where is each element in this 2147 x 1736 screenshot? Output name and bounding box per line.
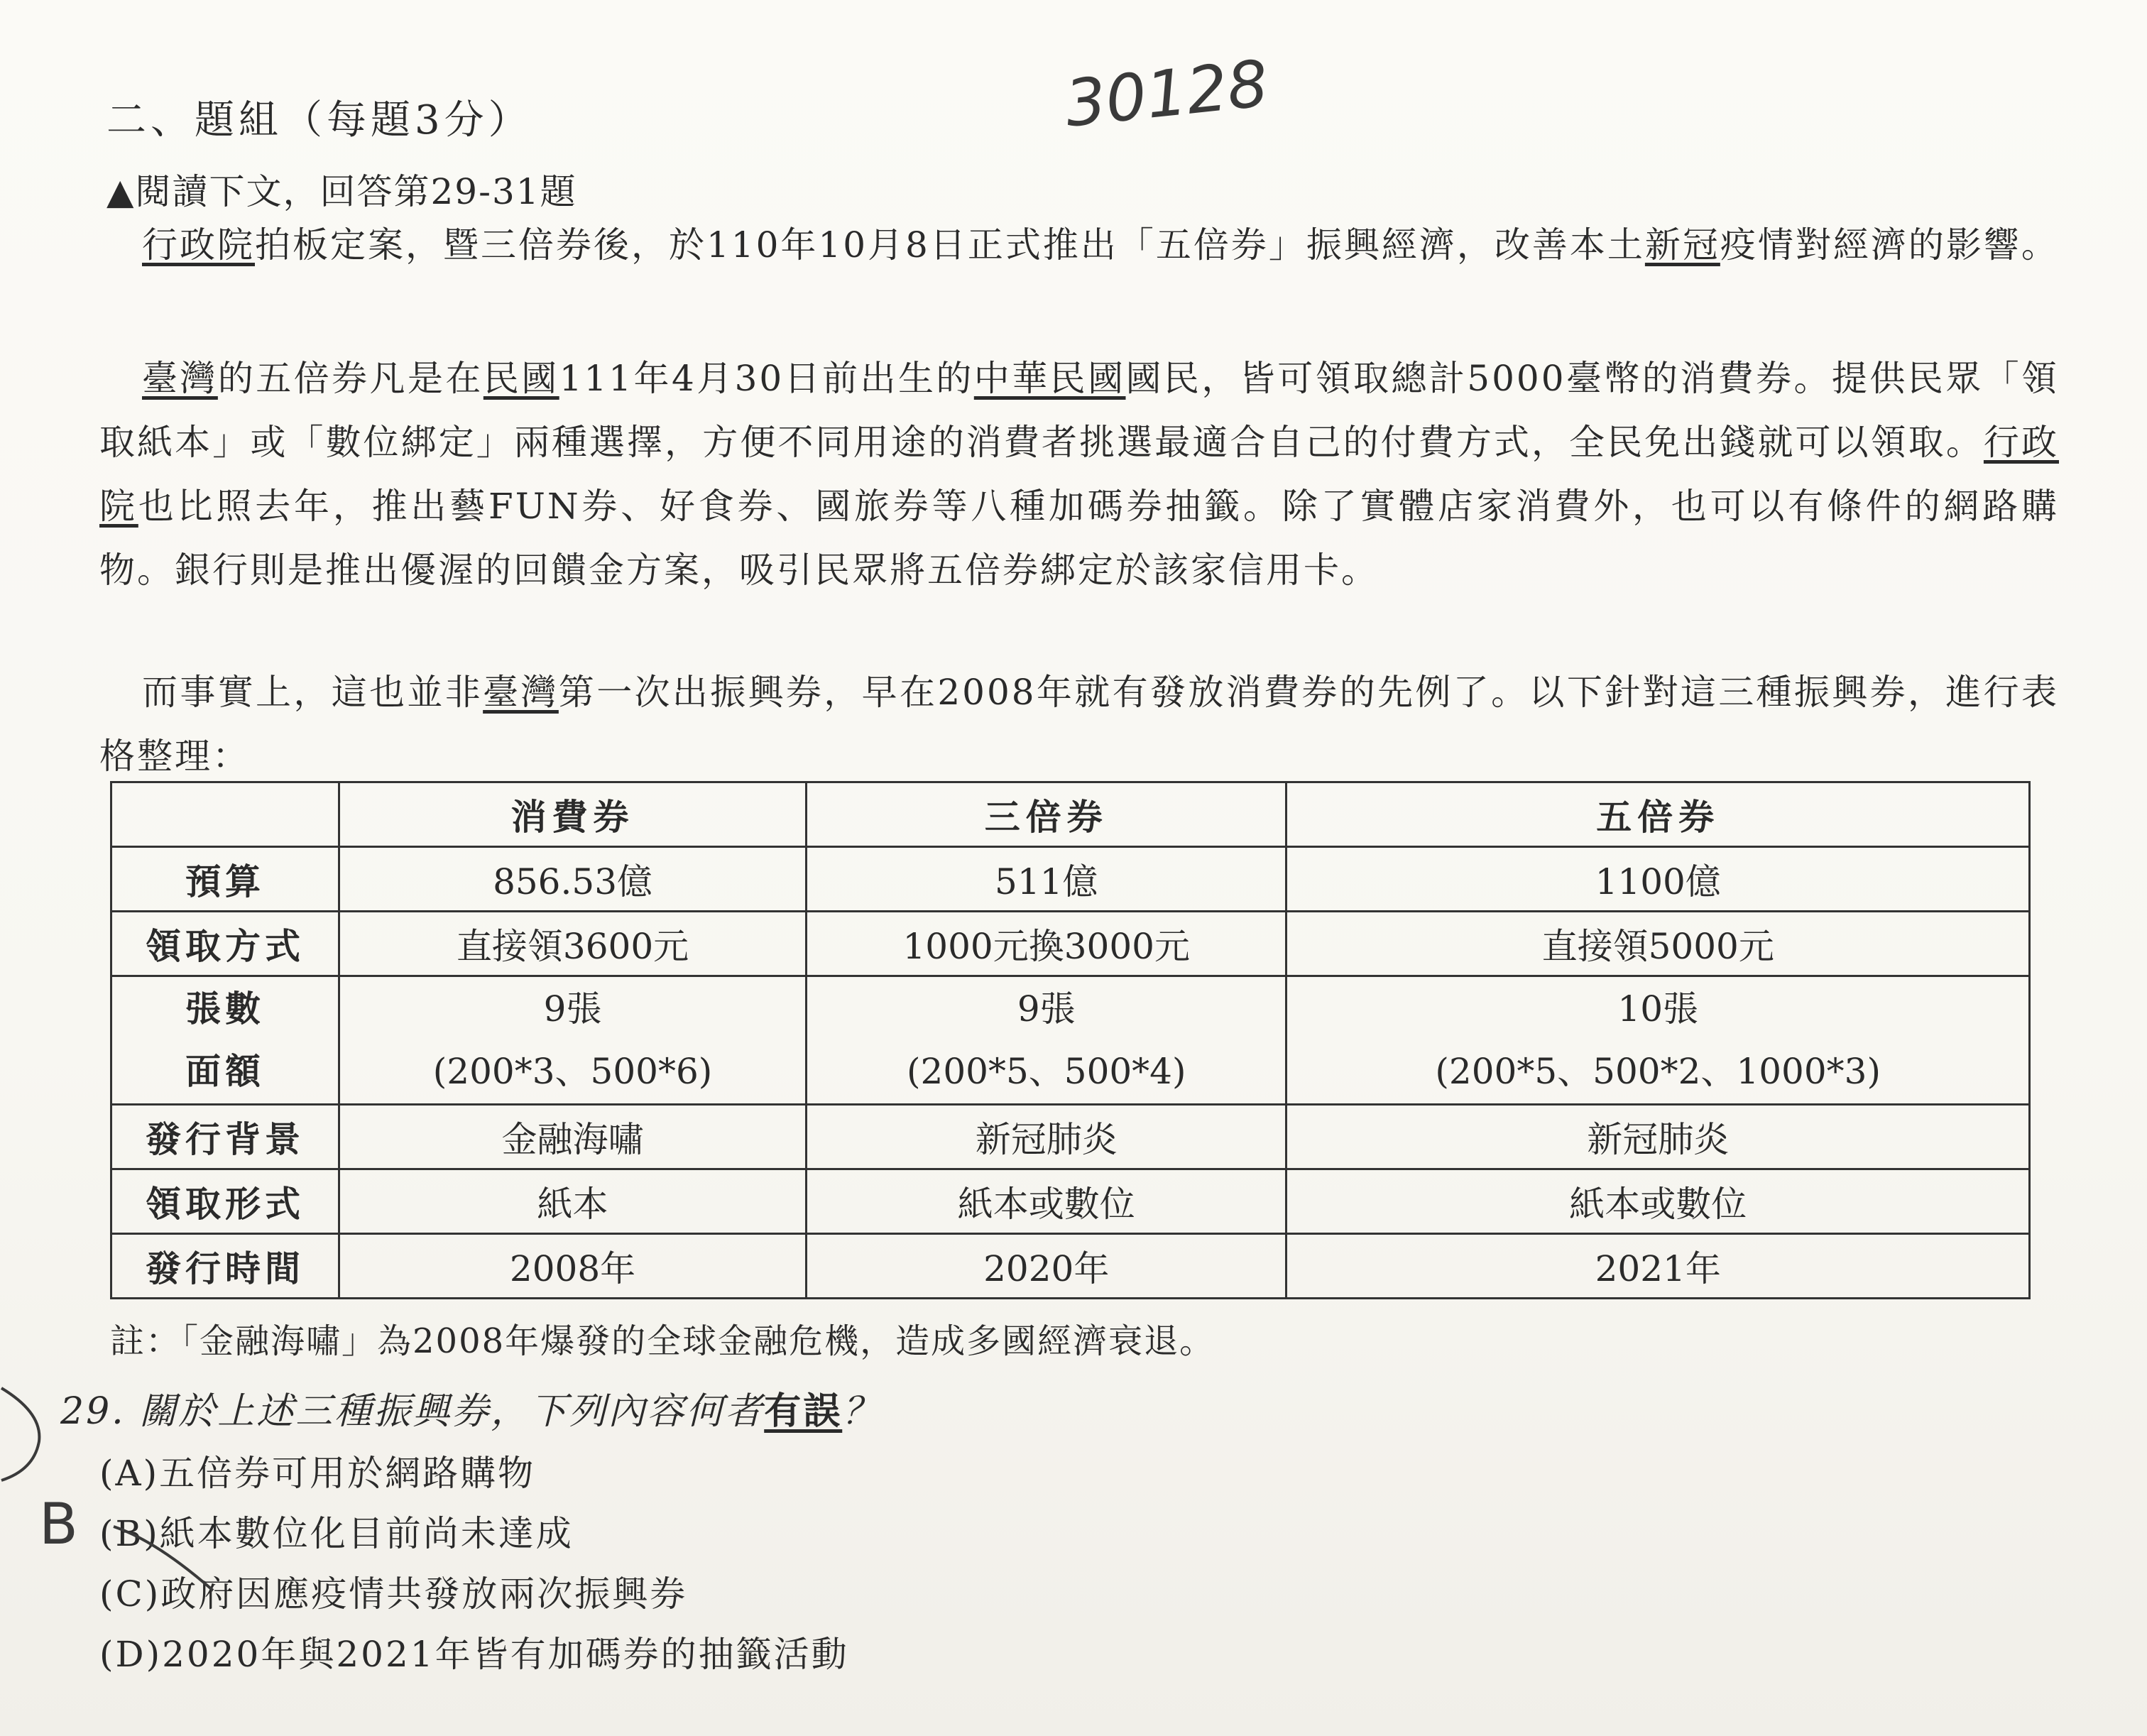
table-cell: 新冠肺炎 (1286, 1105, 2030, 1169)
table-cell: 2008年 (339, 1234, 807, 1299)
table-cell: 紙本 (339, 1169, 807, 1234)
question-text: 29. 關於上述三種振興券，下列內容何者 (60, 1390, 765, 1433)
table-cell: 直接領5000元 (1286, 912, 2030, 976)
row-label-method: 領取方式 (111, 912, 339, 976)
passage-text: 111年4月30日前出生的 (559, 358, 974, 399)
row-label-count: 張數 (185, 988, 265, 1030)
passage-paragraph-3 (99, 660, 2059, 788)
column-header-triple-voucher: 三倍券 (807, 782, 1286, 847)
row-label-background: 發行背景 (111, 1105, 339, 1169)
passage-paragraph-2 (99, 346, 2059, 602)
table-cell: 2020年 (807, 1234, 1286, 1299)
row-label-issue-time: 發行時間 (111, 1234, 339, 1299)
row-label-count-denomination (111, 976, 339, 1105)
voucher-comparison-table (110, 781, 2031, 1299)
handwritten-answer-mark: B (39, 1491, 78, 1557)
option-c: (C)政府因應疫情共發放兩次振興券 (99, 1573, 688, 1615)
table-cell: 直接領3600元 (339, 912, 807, 976)
cell-line: (200*3、500*6) (432, 1051, 713, 1092)
option-b: (B)紙本數位化目前尚未達成 (99, 1513, 574, 1554)
cell-line: (200*5、500*4) (907, 1051, 1186, 1092)
underlined-term: 中華民國 (973, 358, 1126, 399)
cell-line: 9張 (1017, 988, 1076, 1030)
table-cell: 紙本或數位 (807, 1169, 1286, 1234)
table-cell: 新冠肺炎 (807, 1105, 1286, 1169)
question-text: ？ (842, 1390, 882, 1433)
table-cell: 紙本或數位 (1286, 1169, 2030, 1234)
underlined-term: 行政院 (99, 422, 2060, 527)
table-cell: 1100億 (1286, 847, 2030, 912)
passage-paragraph-1 (99, 213, 2059, 277)
table-row (111, 1169, 2030, 1234)
handwritten-score: 30128 (1061, 46, 1272, 142)
passage-text: 拍板定案，暨三倍券後，於110年10月8日正式推出「五倍券」振興經濟，改善本土 (255, 224, 1645, 266)
cell-line: (200*5、500*2、1000*3) (1435, 1051, 1881, 1092)
passage-text: 國民，皆可領取總計5000臺幣的消費券。提供民眾「領取紙本」或「數位綁定」兩種選擇，方便不同用途的消費者挑選最適合自己的付費方式，全民免出錢就可以領取。 (99, 358, 2060, 463)
option-d: (D)2020年與2021年皆有加碼券的抽籤活動 (99, 1634, 849, 1675)
table-cell: 1000元換3000元 (807, 912, 1286, 976)
handwritten-arc-mark (0, 1385, 50, 1484)
table-row (111, 912, 2030, 976)
section-title: 二、題組（每題3分） (106, 97, 532, 143)
table-corner-cell (111, 782, 339, 847)
question-29-stem (60, 1381, 881, 1434)
cell-line: 9張 (543, 988, 602, 1030)
question-emphasis: 有誤 (764, 1390, 843, 1433)
underlined-term: 新冠 (1644, 224, 1720, 266)
passage-text: 第一次出振興券，早在2008年就有發放消費券的先例了。以下針對這三種振興券，進行表格整理： (99, 672, 2059, 777)
table-cell: 金融海嘯 (339, 1105, 807, 1169)
row-label-form: 領取形式 (111, 1169, 339, 1234)
option-a: (A)五倍券可用於網路購物 (99, 1453, 536, 1494)
table-row (111, 976, 2030, 1105)
table-row (111, 847, 2030, 912)
reading-instruction: ▲閱讀下文，回答第29-31題 (106, 171, 577, 212)
passage-text: 也比照去年，推出藝FUN券、好食券、國旅券等八種加碼券抽籤。除了實體店家消費外，也可以有條件的網路購物。銀行則是推出優渥的回饋金方案，吸引民眾將五倍券綁定於該家信用卡。 (99, 486, 2059, 591)
row-label-budget: 預算 (111, 847, 339, 912)
table-header-row (111, 782, 2030, 847)
passage-text: 而事實上，這也並非 (142, 672, 484, 713)
passage-text: 疫情對經濟的影響。 (1720, 224, 2059, 266)
table-row (111, 1105, 2030, 1169)
table-cell: 2021年 (1286, 1234, 2030, 1299)
underlined-term: 行政院 (142, 224, 255, 266)
table-footnote: 註：「金融海嘯」為2008年爆發的全球金融危機，造成多國經濟衰退。 (110, 1321, 1215, 1361)
column-header-consumer-voucher: 消費券 (339, 782, 807, 847)
table-cell (807, 976, 1286, 1105)
underlined-term: 民國 (483, 358, 559, 399)
passage-text: 的五倍券凡是在 (217, 358, 484, 399)
handwritten-strike-mark (106, 1512, 220, 1598)
table-cell (339, 976, 807, 1105)
column-header-quintuple-voucher: 五倍券 (1286, 782, 2030, 847)
table-cell: 511億 (807, 847, 1286, 912)
cell-line: 10張 (1617, 988, 1699, 1030)
underlined-term: 臺灣 (483, 672, 559, 713)
table-cell: 856.53億 (339, 847, 807, 912)
underlined-term: 臺灣 (142, 358, 218, 399)
row-label-denomination: 面額 (185, 1050, 265, 1092)
table-cell (1286, 976, 2030, 1105)
table-row (111, 1234, 2030, 1299)
